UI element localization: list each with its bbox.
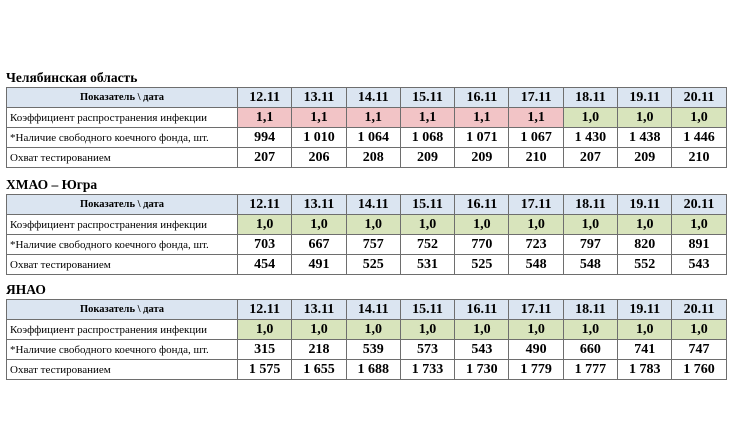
- value-cell: 209: [618, 148, 672, 168]
- date-header: 13.11: [292, 195, 346, 215]
- date-header: 16.11: [455, 88, 509, 108]
- value-cell: 1,0: [238, 320, 292, 340]
- value-cell: 1,0: [672, 320, 726, 340]
- value-cell: 1 068: [400, 128, 454, 148]
- row-label: Охват тестированием: [7, 148, 238, 168]
- row-label: *Наличие свободного коечного фонда, шт.: [7, 235, 238, 255]
- value-cell: 1,1: [238, 108, 292, 128]
- value-cell: 548: [563, 255, 617, 275]
- value-cell: 1,1: [346, 108, 400, 128]
- value-cell: 1,0: [618, 320, 672, 340]
- infection-row: [7, 320, 727, 340]
- value-cell: 1,0: [563, 108, 617, 128]
- value-cell: 660: [563, 340, 617, 360]
- date-header: 16.11: [455, 300, 509, 320]
- value-cell: 1 430: [563, 128, 617, 148]
- value-cell: 1 779: [509, 360, 563, 380]
- value-cell: 1 730: [455, 360, 509, 380]
- value-cell: 820: [618, 235, 672, 255]
- value-cell: 206: [292, 148, 346, 168]
- region-title: ХМАО – Югра: [6, 177, 98, 192]
- value-cell: 1,0: [238, 215, 292, 235]
- header-label: Показатель \ дата: [7, 300, 238, 320]
- value-cell: 1,0: [292, 215, 346, 235]
- infection-row: [7, 108, 727, 128]
- value-cell: 1 010: [292, 128, 346, 148]
- region-section: [6, 282, 726, 380]
- value-cell: 315: [238, 340, 292, 360]
- value-cell: 552: [618, 255, 672, 275]
- value-cell: 1,0: [618, 215, 672, 235]
- row-label: Коэффициент распространения инфекции: [7, 215, 238, 235]
- date-header: 13.11: [292, 88, 346, 108]
- date-header: 20.11: [672, 195, 726, 215]
- value-cell: 210: [509, 148, 563, 168]
- region-title: Челябинская область: [6, 70, 138, 85]
- value-cell: 1,0: [509, 320, 563, 340]
- date-header: 14.11: [346, 195, 400, 215]
- date-header: 20.11: [672, 88, 726, 108]
- table-header-row: [7, 195, 727, 215]
- value-cell: 1,0: [509, 215, 563, 235]
- testing-row: [7, 148, 727, 168]
- region-title: ЯНАО: [6, 282, 46, 297]
- row-label: *Наличие свободного коечного фонда, шт.: [7, 340, 238, 360]
- date-header: 20.11: [672, 300, 726, 320]
- value-cell: 1 071: [455, 128, 509, 148]
- region-section: [6, 177, 726, 275]
- value-cell: 1,0: [292, 320, 346, 340]
- value-cell: 491: [292, 255, 346, 275]
- date-header: 12.11: [238, 300, 292, 320]
- region-table: [6, 299, 727, 380]
- value-cell: 1,0: [346, 215, 400, 235]
- value-cell: 1 064: [346, 128, 400, 148]
- value-cell: 1 760: [672, 360, 726, 380]
- value-cell: 525: [346, 255, 400, 275]
- row-label: Охват тестированием: [7, 255, 238, 275]
- date-header: 12.11: [238, 195, 292, 215]
- row-label: Коэффициент распространения инфекции: [7, 108, 238, 128]
- value-cell: 1,0: [672, 215, 726, 235]
- date-header: 15.11: [400, 300, 454, 320]
- date-header: 14.11: [346, 300, 400, 320]
- value-cell: 531: [400, 255, 454, 275]
- value-cell: 1,0: [400, 320, 454, 340]
- value-cell: 539: [346, 340, 400, 360]
- value-cell: 703: [238, 235, 292, 255]
- value-cell: 1,0: [618, 108, 672, 128]
- beds-row: [7, 128, 727, 148]
- header-label: Показатель \ дата: [7, 88, 238, 108]
- value-cell: 1 067: [509, 128, 563, 148]
- value-cell: 1,1: [292, 108, 346, 128]
- value-cell: 543: [455, 340, 509, 360]
- date-header: 15.11: [400, 88, 454, 108]
- value-cell: 723: [509, 235, 563, 255]
- value-cell: 1,1: [455, 108, 509, 128]
- date-header: 19.11: [618, 88, 672, 108]
- value-cell: 891: [672, 235, 726, 255]
- value-cell: 1 446: [672, 128, 726, 148]
- value-cell: 209: [400, 148, 454, 168]
- region-table: [6, 194, 727, 275]
- date-header: 17.11: [509, 88, 563, 108]
- date-header: 14.11: [346, 88, 400, 108]
- row-label: *Наличие свободного коечного фонда, шт.: [7, 128, 238, 148]
- value-cell: 210: [672, 148, 726, 168]
- date-header: 17.11: [509, 300, 563, 320]
- table-header-row: [7, 88, 727, 108]
- date-header: 18.11: [563, 195, 617, 215]
- value-cell: 1,1: [400, 108, 454, 128]
- value-cell: 1,0: [455, 215, 509, 235]
- value-cell: 667: [292, 235, 346, 255]
- header-label: Показатель \ дата: [7, 195, 238, 215]
- date-header: 18.11: [563, 300, 617, 320]
- date-header: 12.11: [238, 88, 292, 108]
- value-cell: 1 777: [563, 360, 617, 380]
- value-cell: 1,0: [400, 215, 454, 235]
- value-cell: 218: [292, 340, 346, 360]
- beds-row: [7, 340, 727, 360]
- beds-row: [7, 235, 727, 255]
- region-table: [6, 87, 727, 168]
- testing-row: [7, 255, 727, 275]
- date-header: 19.11: [618, 300, 672, 320]
- value-cell: 1,1: [509, 108, 563, 128]
- value-cell: 1 655: [292, 360, 346, 380]
- infection-row: [7, 215, 727, 235]
- value-cell: 1,0: [563, 320, 617, 340]
- value-cell: 1,0: [563, 215, 617, 235]
- value-cell: 994: [238, 128, 292, 148]
- value-cell: 1,0: [672, 108, 726, 128]
- testing-row: [7, 360, 727, 380]
- value-cell: 548: [509, 255, 563, 275]
- date-header: 17.11: [509, 195, 563, 215]
- date-header: 16.11: [455, 195, 509, 215]
- value-cell: 1,0: [346, 320, 400, 340]
- value-cell: 757: [346, 235, 400, 255]
- value-cell: 770: [455, 235, 509, 255]
- value-cell: 454: [238, 255, 292, 275]
- value-cell: 543: [672, 255, 726, 275]
- value-cell: 209: [455, 148, 509, 168]
- value-cell: 207: [563, 148, 617, 168]
- value-cell: 1 438: [618, 128, 672, 148]
- date-header: 19.11: [618, 195, 672, 215]
- value-cell: 741: [618, 340, 672, 360]
- value-cell: 752: [400, 235, 454, 255]
- value-cell: 525: [455, 255, 509, 275]
- value-cell: 573: [400, 340, 454, 360]
- date-header: 18.11: [563, 88, 617, 108]
- date-header: 13.11: [292, 300, 346, 320]
- value-cell: 207: [238, 148, 292, 168]
- value-cell: 1,0: [455, 320, 509, 340]
- date-header: 15.11: [400, 195, 454, 215]
- value-cell: 1 783: [618, 360, 672, 380]
- row-label: Охват тестированием: [7, 360, 238, 380]
- table-header-row: [7, 300, 727, 320]
- value-cell: 490: [509, 340, 563, 360]
- value-cell: 1 733: [400, 360, 454, 380]
- value-cell: 1 575: [238, 360, 292, 380]
- row-label: Коэффициент распространения инфекции: [7, 320, 238, 340]
- value-cell: 208: [346, 148, 400, 168]
- region-section: [6, 70, 726, 168]
- value-cell: 747: [672, 340, 726, 360]
- value-cell: 797: [563, 235, 617, 255]
- value-cell: 1 688: [346, 360, 400, 380]
